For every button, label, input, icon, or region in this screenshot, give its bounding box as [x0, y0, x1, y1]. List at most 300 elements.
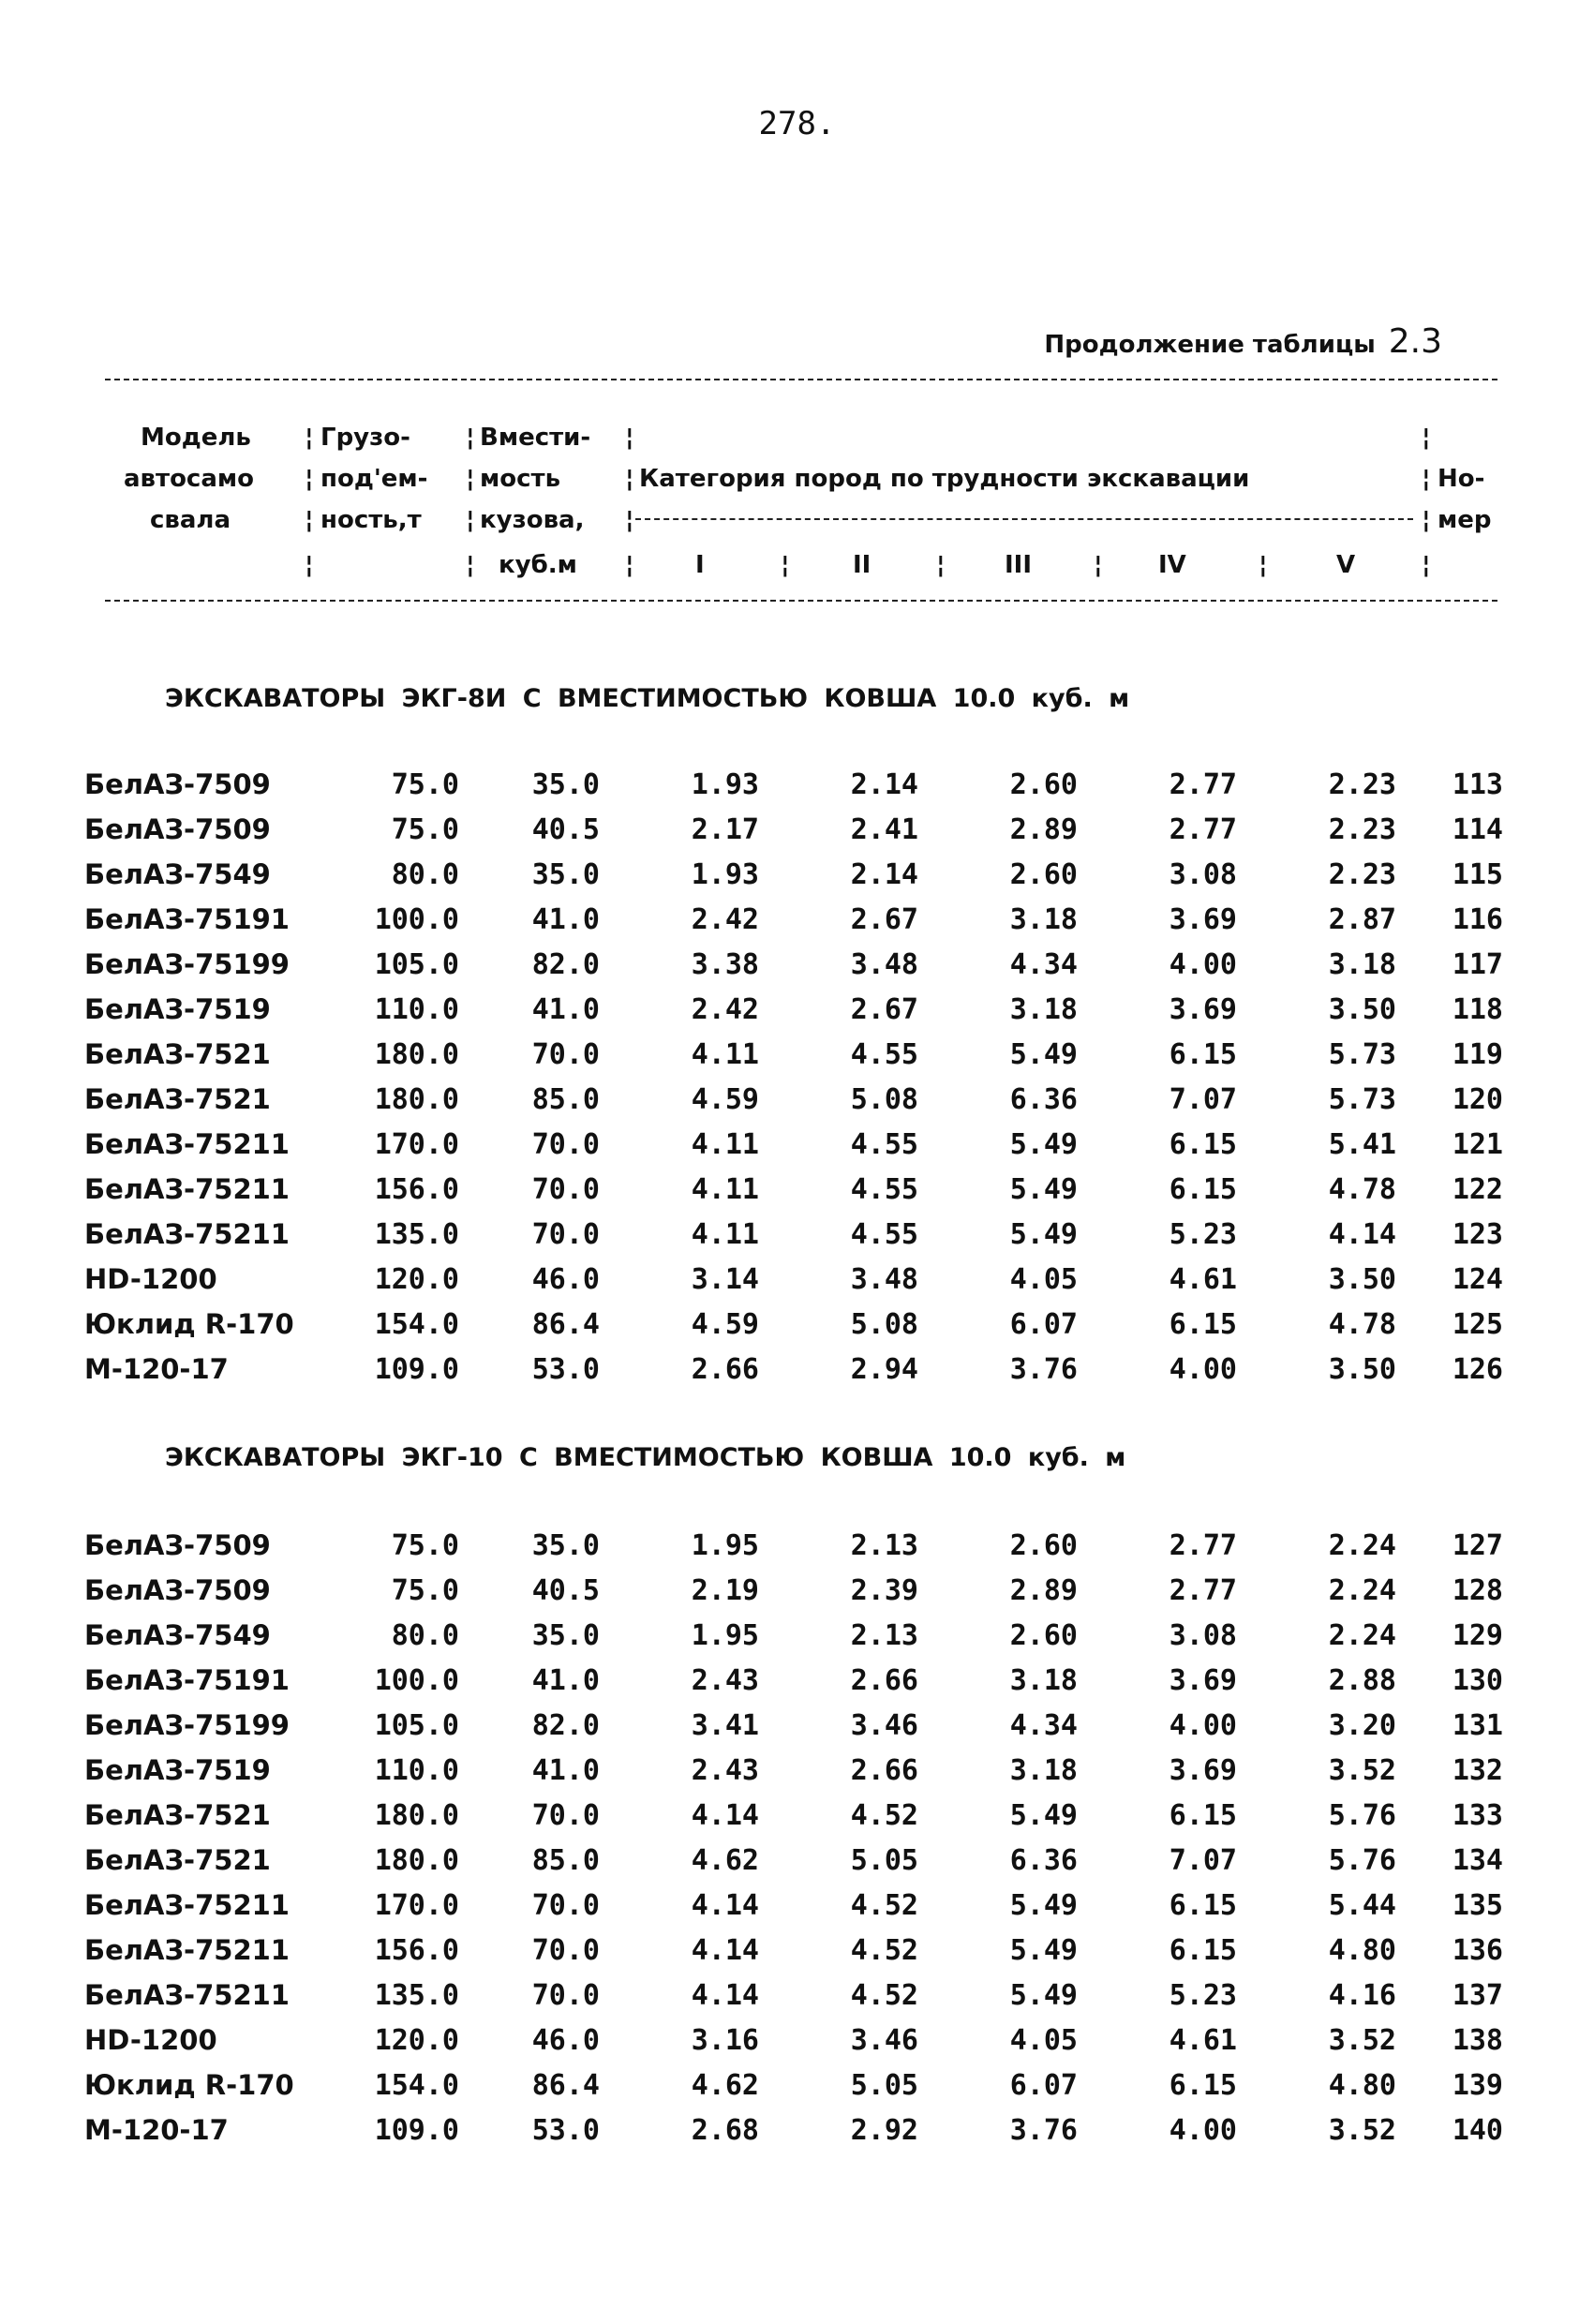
cell-cat-2: 5.05 [850, 2069, 918, 2102]
cell-cat-4: 4.00 [1169, 948, 1237, 981]
cell-volume: 70.0 [531, 1173, 600, 1206]
table-row [0, 1038, 1594, 1083]
cell-number: 113 [1452, 768, 1503, 801]
cell-cat-2: 2.13 [850, 1529, 918, 1562]
cell-model: БелАЗ-7509 [84, 1529, 271, 1561]
table-row [0, 1979, 1594, 2024]
section-title: ЭКСКАВАТОРЫ ЭКГ-8И С ВМЕСТИМОСТЬЮ КОВША 10.0 куб. м [165, 684, 1130, 713]
cell-number: 137 [1452, 1979, 1503, 2012]
cell-cat-5: 4.80 [1328, 1934, 1396, 1967]
cell-volume: 70.0 [531, 1889, 600, 1922]
cell-model: БелАЗ-75199 [84, 1709, 290, 1741]
cell-cat-5: 3.52 [1328, 2114, 1396, 2147]
cell-cat-3: 2.60 [1009, 858, 1078, 891]
cell-volume: 46.0 [531, 1263, 600, 1296]
cell-cat-1: 4.11 [691, 1173, 759, 1206]
cell-cat-2: 4.55 [850, 1038, 918, 1071]
cell-cat-1: 4.59 [691, 1308, 759, 1341]
cell-model: БелАЗ-75191 [84, 903, 290, 935]
header-category-3: III [1005, 551, 1033, 579]
cell-cat-1: 2.43 [691, 1664, 759, 1697]
cell-capacity: 180.0 [374, 1844, 459, 1877]
header-number-line2: мер [1438, 506, 1492, 534]
cell-cat-3: 2.89 [1009, 813, 1078, 846]
cell-number: 114 [1452, 813, 1503, 846]
cell-model: БелАЗ-7509 [84, 768, 271, 800]
cell-cat-5: 3.50 [1328, 1353, 1396, 1386]
cell-cat-5: 5.76 [1328, 1844, 1396, 1877]
header-number-line1: Но- [1438, 465, 1485, 493]
cell-cat-1: 1.93 [691, 858, 759, 891]
cell-capacity: 105.0 [374, 1709, 459, 1742]
cell-cat-4: 6.15 [1169, 1889, 1237, 1922]
cell-cat-3: 2.60 [1009, 1529, 1078, 1562]
cell-number: 127 [1452, 1529, 1503, 1562]
cell-cat-4: 3.08 [1169, 858, 1237, 891]
cell-capacity: 135.0 [374, 1979, 459, 2012]
cell-volume: 70.0 [531, 1218, 600, 1251]
cell-cat-4: 3.69 [1169, 903, 1237, 936]
cell-capacity: 180.0 [374, 1083, 459, 1116]
cell-number: 118 [1452, 993, 1503, 1026]
table-row [0, 1889, 1594, 1934]
header-model-line3: свала [150, 506, 231, 534]
cell-cat-3: 4.05 [1009, 1263, 1078, 1296]
cell-capacity: 170.0 [374, 1128, 459, 1161]
cell-number: 124 [1452, 1263, 1503, 1296]
cell-cat-4: 4.61 [1169, 1263, 1237, 1296]
cell-model: М-120-17 [84, 2114, 229, 2146]
cell-cat-3: 2.60 [1009, 768, 1078, 801]
cell-cat-3: 5.49 [1009, 1979, 1078, 2012]
cell-model: БелАЗ-75191 [84, 1664, 290, 1696]
cell-cat-3: 5.49 [1009, 1799, 1078, 1832]
cell-volume: 85.0 [531, 1844, 600, 1877]
cell-number: 125 [1452, 1308, 1503, 1341]
cell-cat-3: 6.36 [1009, 1844, 1078, 1877]
cell-cat-4: 2.77 [1169, 1574, 1237, 1607]
cell-capacity: 105.0 [374, 948, 459, 981]
cell-cat-3: 3.76 [1009, 2114, 1078, 2147]
cell-cat-2: 4.52 [850, 1889, 918, 1922]
cell-capacity: 110.0 [374, 1754, 459, 1787]
table-row [0, 1709, 1594, 1754]
cell-cat-4: 6.15 [1169, 1934, 1237, 1967]
cell-model: БелАЗ-7521 [84, 1844, 271, 1876]
cell-volume: 53.0 [531, 2114, 600, 2147]
header-capacity-line1: Грузо- [320, 424, 410, 452]
cell-cat-4: 6.15 [1169, 1308, 1237, 1341]
section-title: ЭКСКАВАТОРЫ ЭКГ-10 С ВМЕСТИМОСТЬЮ КОВША 10.0 куб. м [165, 1443, 1126, 1472]
cell-model: БелАЗ-75211 [84, 1128, 290, 1160]
table-row [0, 903, 1594, 948]
cell-cat-4: 5.23 [1169, 1218, 1237, 1251]
cell-cat-1: 4.14 [691, 1889, 759, 1922]
table-row [0, 1754, 1594, 1799]
header-model-line1: Модель [141, 424, 251, 452]
cell-cat-4: 3.08 [1169, 1619, 1237, 1652]
cell-cat-2: 2.14 [850, 768, 918, 801]
cell-cat-2: 2.66 [850, 1664, 918, 1697]
cell-cat-3: 4.34 [1009, 948, 1078, 981]
cell-volume: 40.5 [531, 1574, 600, 1607]
cell-cat-4: 4.00 [1169, 1353, 1237, 1386]
cell-cat-4: 6.15 [1169, 1173, 1237, 1206]
cell-number: 131 [1452, 1709, 1503, 1742]
cell-cat-4: 5.23 [1169, 1979, 1237, 2012]
cell-volume: 41.0 [531, 1664, 600, 1697]
cell-capacity: 156.0 [374, 1934, 459, 1967]
cell-volume: 46.0 [531, 2024, 600, 2057]
cell-capacity: 109.0 [374, 2114, 459, 2147]
header-category-5: V [1336, 551, 1356, 579]
cell-cat-1: 2.17 [691, 813, 759, 846]
cell-volume: 35.0 [531, 858, 600, 891]
cell-cat-5: 2.24 [1328, 1529, 1396, 1562]
table-row [0, 1619, 1594, 1664]
cell-model: Юклид R-170 [84, 1308, 294, 1340]
cell-volume: 41.0 [531, 993, 600, 1026]
cell-cat-2: 2.14 [850, 858, 918, 891]
cell-volume: 35.0 [531, 1529, 600, 1562]
cell-cat-2: 3.48 [850, 1263, 918, 1296]
cell-cat-1: 4.59 [691, 1083, 759, 1116]
cell-cat-2: 3.46 [850, 1709, 918, 1742]
cell-cat-3: 3.18 [1009, 903, 1078, 936]
header-capacity-line3: ность,т [320, 506, 422, 534]
header-volume-line1: Вмести- [480, 424, 591, 452]
table-row [0, 1844, 1594, 1889]
table-row [0, 2024, 1594, 2069]
table-row [0, 1218, 1594, 1263]
cell-cat-5: 5.73 [1328, 1038, 1396, 1071]
cell-cat-2: 4.52 [850, 1799, 918, 1832]
cell-volume: 70.0 [531, 1038, 600, 1071]
cell-number: 133 [1452, 1799, 1503, 1832]
cell-cat-5: 3.50 [1328, 993, 1396, 1026]
cell-model: БелАЗ-75211 [84, 1979, 290, 2011]
cell-cat-1: 4.11 [691, 1038, 759, 1071]
cell-cat-4: 6.15 [1169, 1038, 1237, 1071]
cell-cat-4: 6.15 [1169, 2069, 1237, 2102]
cell-capacity: 109.0 [374, 1353, 459, 1386]
cell-cat-3: 6.07 [1009, 2069, 1078, 2102]
cell-cat-5: 2.23 [1328, 768, 1396, 801]
table-row [0, 1308, 1594, 1353]
cell-cat-1: 4.11 [691, 1218, 759, 1251]
cell-cat-1: 4.62 [691, 2069, 759, 2102]
cell-cat-4: 4.61 [1169, 2024, 1237, 2057]
table-row [0, 948, 1594, 993]
header-category-4: IV [1158, 551, 1186, 579]
cell-capacity: 154.0 [374, 1308, 459, 1341]
cell-cat-2: 2.41 [850, 813, 918, 846]
cell-cat-4: 6.15 [1169, 1799, 1237, 1832]
cell-cat-5: 4.78 [1328, 1173, 1396, 1206]
cell-capacity: 170.0 [374, 1889, 459, 1922]
header-volume-line3: кузова, [480, 506, 585, 534]
cell-cat-2: 3.48 [850, 948, 918, 981]
cell-cat-4: 6.15 [1169, 1128, 1237, 1161]
cell-cat-1: 1.95 [691, 1619, 759, 1652]
cell-cat-1: 2.42 [691, 993, 759, 1026]
cell-cat-2: 2.66 [850, 1754, 918, 1787]
cell-cat-1: 3.14 [691, 1263, 759, 1296]
cell-cat-2: 2.39 [850, 1574, 918, 1607]
cell-cat-3: 6.36 [1009, 1083, 1078, 1116]
header-category-2: II [853, 551, 871, 579]
cell-number: 115 [1452, 858, 1503, 891]
cell-model: БелАЗ-75211 [84, 1889, 290, 1921]
cell-number: 122 [1452, 1173, 1503, 1206]
cell-volume: 40.5 [531, 813, 600, 846]
cell-capacity: 75.0 [391, 813, 459, 846]
table-row [0, 1664, 1594, 1709]
cell-volume: 35.0 [531, 1619, 600, 1652]
cell-number: 128 [1452, 1574, 1503, 1607]
cell-cat-5: 5.76 [1328, 1799, 1396, 1832]
table-row [0, 813, 1594, 858]
cell-cat-1: 4.14 [691, 1934, 759, 1967]
cell-model: БелАЗ-7549 [84, 858, 271, 890]
cell-cat-1: 1.93 [691, 768, 759, 801]
cell-number: 129 [1452, 1619, 1503, 1652]
cell-cat-1: 4.62 [691, 1844, 759, 1877]
cell-number: 140 [1452, 2114, 1503, 2147]
cell-cat-4: 7.07 [1169, 1844, 1237, 1877]
cell-cat-2: 2.92 [850, 2114, 918, 2147]
cell-cat-3: 5.49 [1009, 1173, 1078, 1206]
cell-cat-5: 2.23 [1328, 813, 1396, 846]
cell-number: 121 [1452, 1128, 1503, 1161]
cell-volume: 70.0 [531, 1979, 600, 2012]
cell-volume: 70.0 [531, 1128, 600, 1161]
cell-volume: 85.0 [531, 1083, 600, 1116]
cell-volume: 86.4 [531, 1308, 600, 1341]
cell-number: 135 [1452, 1889, 1503, 1922]
cell-cat-5: 3.52 [1328, 1754, 1396, 1787]
cell-volume: 41.0 [531, 903, 600, 936]
header-model-line2: автосамо [124, 465, 255, 493]
cell-capacity: 75.0 [391, 1529, 459, 1562]
table-row [0, 1799, 1594, 1844]
cell-model: БелАЗ-75211 [84, 1218, 290, 1250]
table-row [0, 858, 1594, 903]
table-row [0, 1574, 1594, 1619]
table-row [0, 1128, 1594, 1173]
cell-cat-5: 2.23 [1328, 858, 1396, 891]
cell-cat-5: 2.87 [1328, 903, 1396, 936]
table-top-rule [105, 379, 1497, 380]
cell-number: 117 [1452, 948, 1503, 981]
cell-cat-3: 3.18 [1009, 1664, 1078, 1697]
table-row [0, 1353, 1594, 1398]
cell-cat-4: 3.69 [1169, 993, 1237, 1026]
cell-cat-1: 3.38 [691, 948, 759, 981]
cell-number: 123 [1452, 1218, 1503, 1251]
cell-cat-5: 3.52 [1328, 2024, 1396, 2057]
cell-number: 119 [1452, 1038, 1503, 1071]
cell-cat-4: 4.00 [1169, 2114, 1237, 2147]
cell-cat-2: 4.55 [850, 1218, 918, 1251]
cell-volume: 86.4 [531, 2069, 600, 2102]
table-header-rule [105, 600, 1497, 602]
cell-cat-2: 5.08 [850, 1308, 918, 1341]
cell-volume: 70.0 [531, 1934, 600, 1967]
cell-cat-3: 5.49 [1009, 1038, 1078, 1071]
cell-volume: 70.0 [531, 1799, 600, 1832]
cell-number: 139 [1452, 2069, 1503, 2102]
cell-model: БелАЗ-7509 [84, 1574, 271, 1606]
cell-cat-3: 5.49 [1009, 1889, 1078, 1922]
cell-cat-4: 4.00 [1169, 1709, 1237, 1742]
header-volume-line4: куб.м [499, 551, 577, 579]
cell-cat-3: 2.89 [1009, 1574, 1078, 1607]
table-row [0, 768, 1594, 813]
table-row [0, 2114, 1594, 2159]
cell-volume: 82.0 [531, 948, 600, 981]
table-row [0, 993, 1594, 1038]
cell-cat-2: 2.94 [850, 1353, 918, 1386]
cell-cat-5: 5.44 [1328, 1889, 1396, 1922]
page-number: 278. [758, 105, 836, 142]
cell-cat-1: 2.43 [691, 1754, 759, 1787]
cell-volume: 41.0 [531, 1754, 600, 1787]
cell-cat-2: 5.05 [850, 1844, 918, 1877]
cell-model: БелАЗ-75199 [84, 948, 290, 980]
header-capacity-line2: под'ем- [320, 465, 428, 493]
table-row [0, 1173, 1594, 1218]
cell-cat-3: 3.18 [1009, 1754, 1078, 1787]
cell-cat-5: 4.16 [1328, 1979, 1396, 2012]
cell-cat-4: 2.77 [1169, 1529, 1237, 1562]
cell-volume: 53.0 [531, 1353, 600, 1386]
cell-cat-5: 4.14 [1328, 1218, 1396, 1251]
cell-number: 138 [1452, 2024, 1503, 2057]
cell-capacity: 80.0 [391, 858, 459, 891]
cell-cat-3: 2.60 [1009, 1619, 1078, 1652]
cell-cat-2: 4.55 [850, 1128, 918, 1161]
cell-capacity: 156.0 [374, 1173, 459, 1206]
cell-cat-5: 3.50 [1328, 1263, 1396, 1296]
cell-cat-3: 6.07 [1009, 1308, 1078, 1341]
continuation-label [1044, 322, 1442, 361]
table-row [0, 1263, 1594, 1308]
cell-capacity: 100.0 [374, 1664, 459, 1697]
cell-capacity: 100.0 [374, 903, 459, 936]
cell-cat-1: 3.16 [691, 2024, 759, 2057]
cell-cat-2: 2.67 [850, 993, 918, 1026]
cell-capacity: 120.0 [374, 1263, 459, 1296]
continuation-text: Продолжение таблицы [1044, 331, 1376, 359]
cell-capacity: 75.0 [391, 768, 459, 801]
cell-cat-3: 5.49 [1009, 1218, 1078, 1251]
header-category-divider [635, 518, 1413, 520]
cell-number: 130 [1452, 1664, 1503, 1697]
cell-model: БелАЗ-75211 [84, 1934, 290, 1966]
cell-cat-5: 3.18 [1328, 948, 1396, 981]
cell-number: 126 [1452, 1353, 1503, 1386]
cell-capacity: 75.0 [391, 1574, 459, 1607]
cell-cat-4: 7.07 [1169, 1083, 1237, 1116]
cell-capacity: 110.0 [374, 993, 459, 1026]
cell-number: 136 [1452, 1934, 1503, 1967]
cell-model: БелАЗ-7549 [84, 1619, 271, 1651]
cell-number: 132 [1452, 1754, 1503, 1787]
header-category-1: I [695, 551, 705, 579]
cell-capacity: 135.0 [374, 1218, 459, 1251]
cell-cat-4: 3.69 [1169, 1664, 1237, 1697]
cell-cat-2: 5.08 [850, 1083, 918, 1116]
cell-model: БелАЗ-75211 [84, 1173, 290, 1205]
cell-model: БелАЗ-7521 [84, 1083, 271, 1115]
cell-capacity: 80.0 [391, 1619, 459, 1652]
cell-cat-5: 5.73 [1328, 1083, 1396, 1116]
cell-cat-1: 4.14 [691, 1799, 759, 1832]
cell-model: БелАЗ-7519 [84, 993, 271, 1025]
cell-volume: 35.0 [531, 768, 600, 801]
cell-cat-3: 4.34 [1009, 1709, 1078, 1742]
table-row [0, 1083, 1594, 1128]
header-category-title: Категория пород по трудности экскавации [639, 465, 1250, 493]
cell-model: М-120-17 [84, 1353, 229, 1385]
cell-capacity: 120.0 [374, 2024, 459, 2057]
cell-cat-5: 5.41 [1328, 1128, 1396, 1161]
cell-cat-5: 4.78 [1328, 1308, 1396, 1341]
cell-volume: 82.0 [531, 1709, 600, 1742]
cell-cat-1: 1.95 [691, 1529, 759, 1562]
cell-cat-1: 2.19 [691, 1574, 759, 1607]
cell-cat-5: 4.80 [1328, 2069, 1396, 2102]
cell-model: БелАЗ-7521 [84, 1799, 271, 1831]
cell-cat-2: 2.13 [850, 1619, 918, 1652]
cell-cat-1: 3.41 [691, 1709, 759, 1742]
table-row [0, 1934, 1594, 1979]
cell-cat-1: 2.66 [691, 1353, 759, 1386]
cell-number: 134 [1452, 1844, 1503, 1877]
cell-cat-4: 3.69 [1169, 1754, 1237, 1787]
cell-cat-5: 2.24 [1328, 1574, 1396, 1607]
cell-model: БелАЗ-7509 [84, 813, 271, 845]
header-volume-line2: мость [480, 465, 561, 493]
cell-cat-3: 3.76 [1009, 1353, 1078, 1386]
cell-cat-2: 2.67 [850, 903, 918, 936]
cell-cat-3: 5.49 [1009, 1128, 1078, 1161]
table-number: 2.3 [1388, 322, 1442, 361]
cell-model: HD-1200 [84, 1263, 217, 1295]
cell-number: 116 [1452, 903, 1503, 936]
table-row [0, 2069, 1594, 2114]
cell-cat-1: 2.68 [691, 2114, 759, 2147]
cell-cat-1: 4.14 [691, 1979, 759, 2012]
cell-capacity: 154.0 [374, 2069, 459, 2102]
cell-cat-2: 4.52 [850, 1979, 918, 2012]
cell-cat-3: 5.49 [1009, 1934, 1078, 1967]
cell-capacity: 180.0 [374, 1799, 459, 1832]
cell-cat-1: 4.11 [691, 1128, 759, 1161]
cell-cat-5: 3.20 [1328, 1709, 1396, 1742]
cell-capacity: 180.0 [374, 1038, 459, 1071]
cell-cat-2: 3.46 [850, 2024, 918, 2057]
table-row [0, 1529, 1594, 1574]
cell-cat-2: 4.55 [850, 1173, 918, 1206]
cell-cat-2: 4.52 [850, 1934, 918, 1967]
cell-cat-4: 2.77 [1169, 768, 1237, 801]
cell-cat-5: 2.88 [1328, 1664, 1396, 1697]
cell-model: БелАЗ-7519 [84, 1754, 271, 1786]
cell-cat-3: 4.05 [1009, 2024, 1078, 2057]
cell-model: БелАЗ-7521 [84, 1038, 271, 1070]
